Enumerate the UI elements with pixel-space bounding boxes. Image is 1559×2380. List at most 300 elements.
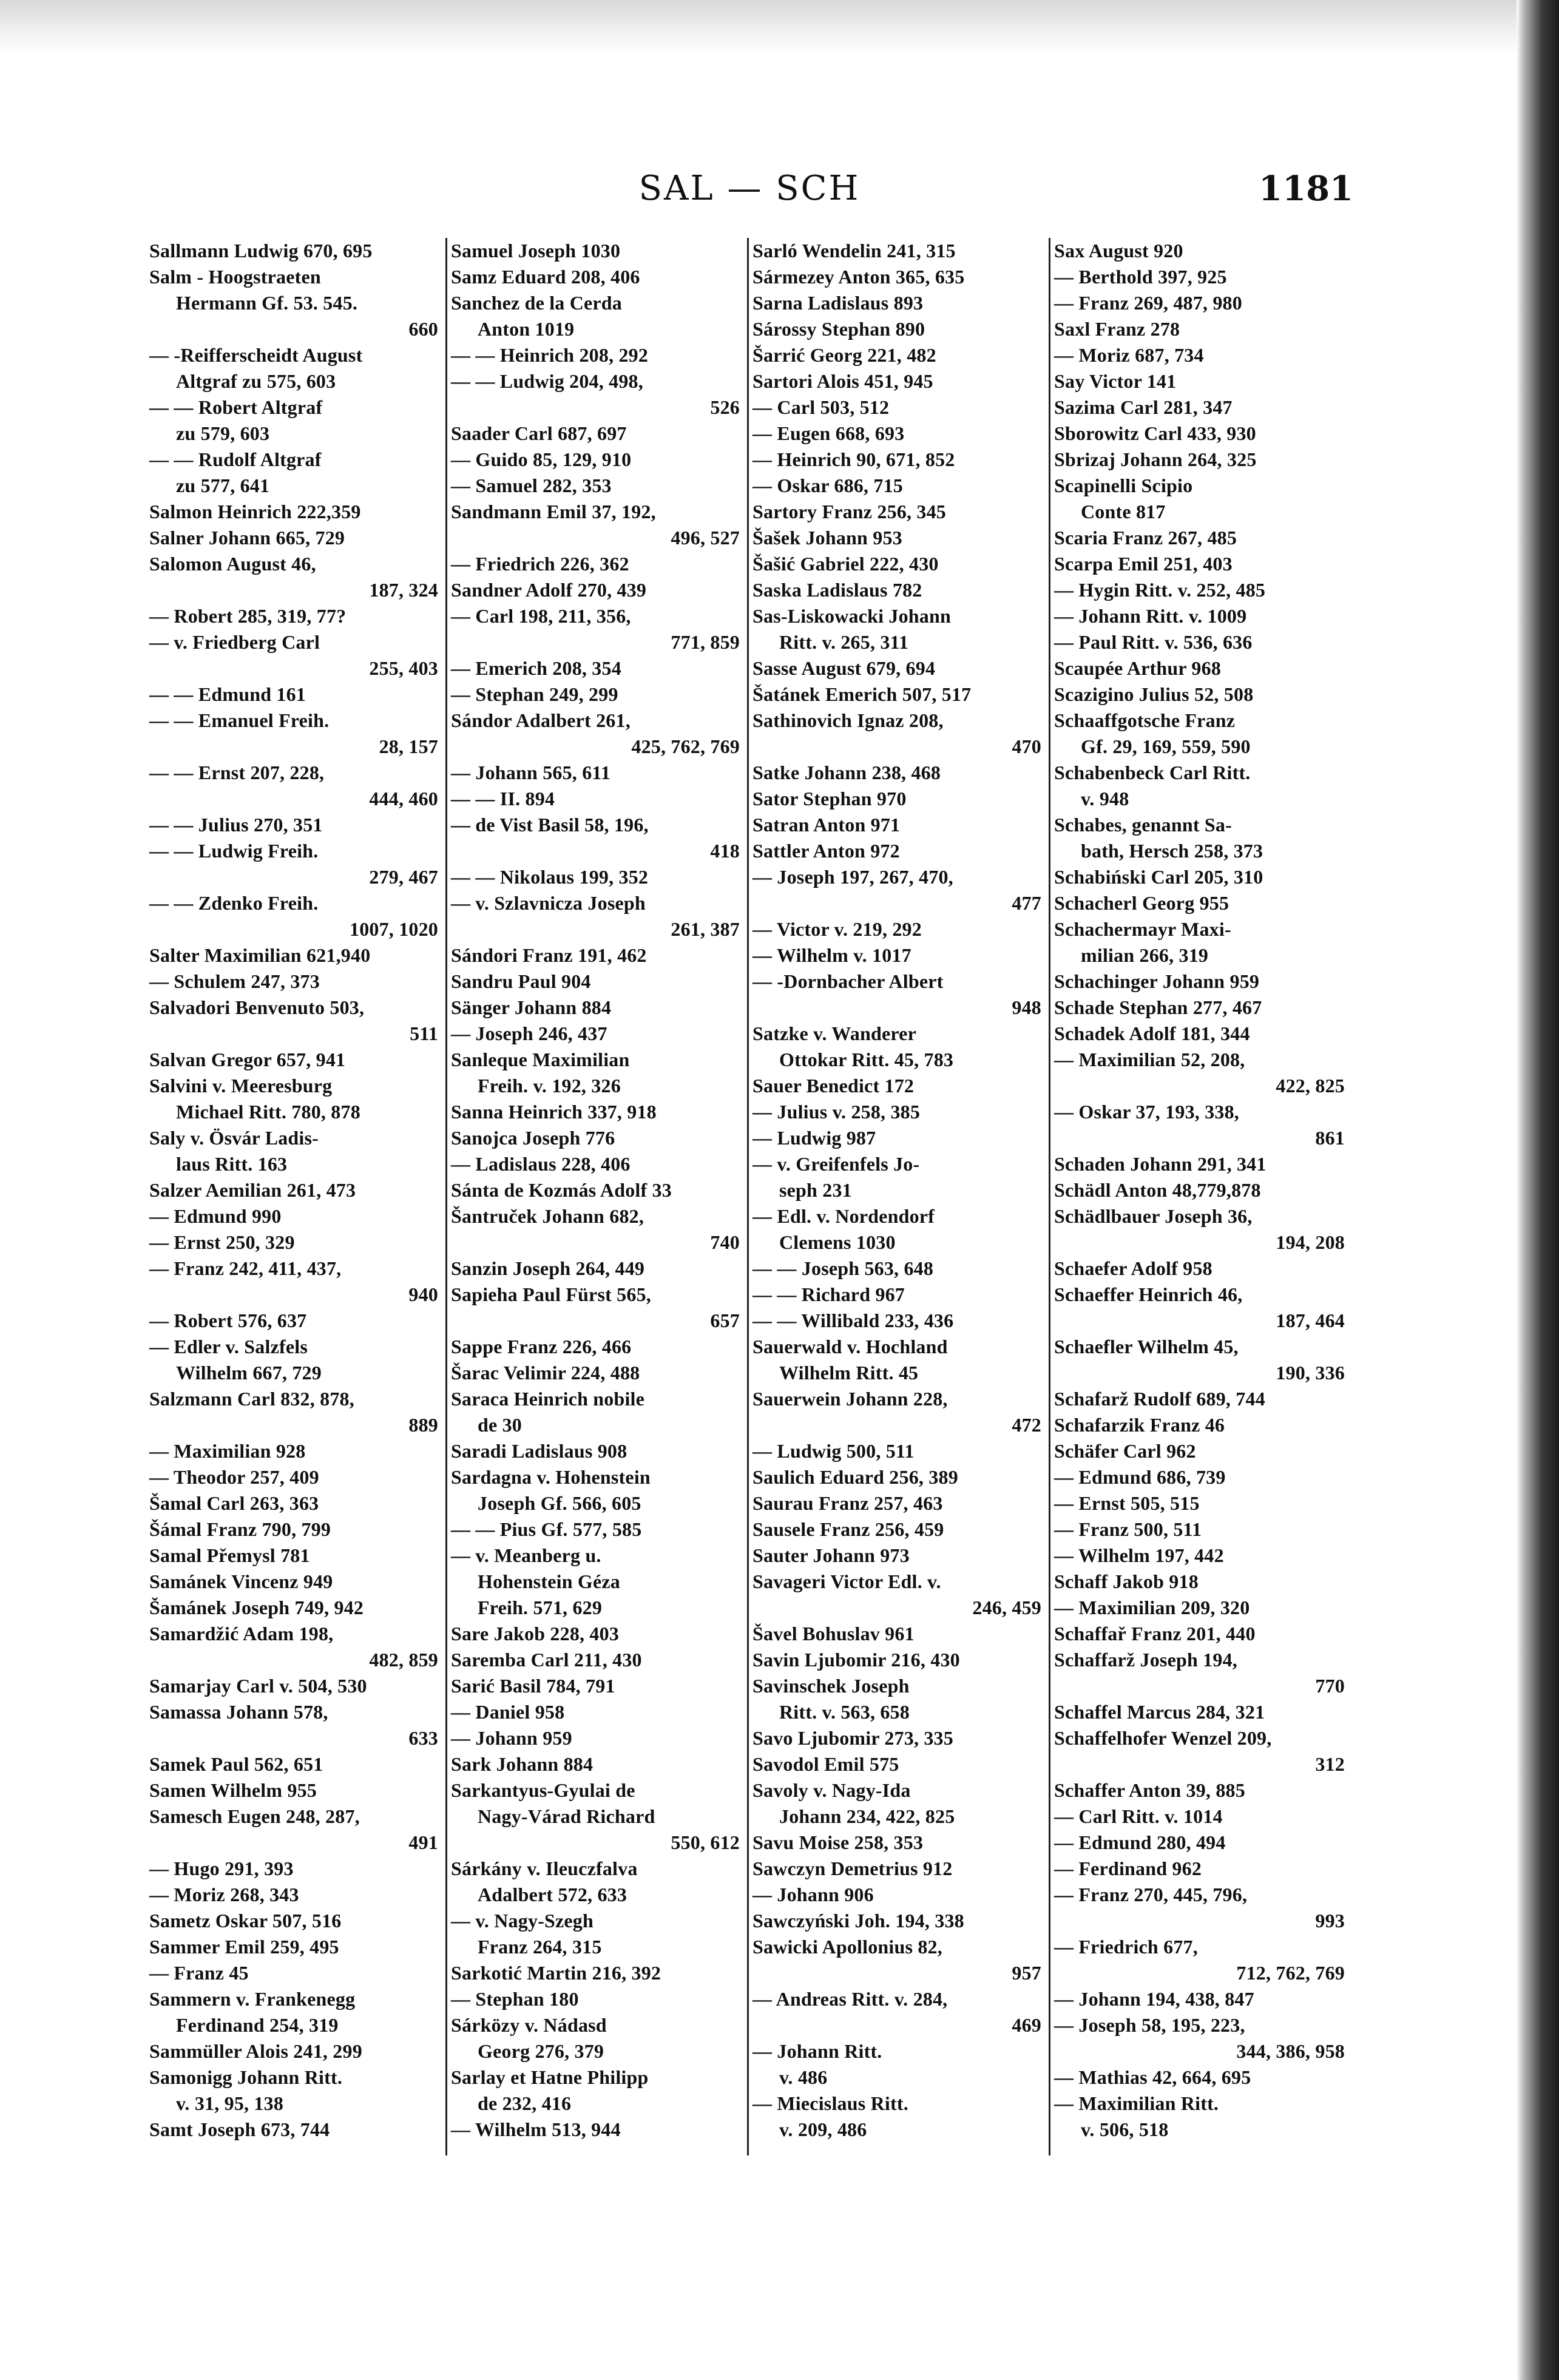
index-entry: Salner Johann 665, 729 xyxy=(149,527,345,549)
index-entry: Sárkány v. Ileuczfalva xyxy=(451,1858,638,1879)
page-header xyxy=(146,169,1353,217)
index-entry: — Carl 198, 211, 356, xyxy=(451,605,631,627)
index-entry: Schacherl Georg 955 xyxy=(1054,892,1229,914)
index-entry: de 30 xyxy=(478,1414,522,1436)
index-entry: Say Victor 141 xyxy=(1054,370,1177,392)
index-entry: — Moriz 687, 734 xyxy=(1054,344,1204,366)
index-entry: Schaffer Anton 39, 885 xyxy=(1054,1779,1245,1801)
index-entry: 187, 324 xyxy=(369,579,438,601)
index-entry: Satran Anton 971 xyxy=(752,814,901,836)
index-entry: v. 506, 518 xyxy=(1081,2118,1169,2140)
index-entry: — — II. 894 xyxy=(451,788,555,810)
index-entry: Sárközy v. Nádasd xyxy=(451,2014,607,2036)
index-entry: — de Vist Basil 58, 196, xyxy=(451,814,649,836)
index-entry: Ritt. v. 563, 658 xyxy=(779,1701,910,1723)
index-entry: — — Richard 967 xyxy=(752,1283,905,1305)
index-entry: Samonigg Johann Ritt. xyxy=(149,2066,343,2088)
index-entry: 660 xyxy=(408,318,438,340)
index-entry: — Franz 45 xyxy=(149,1962,249,1984)
index-entry: Conte 817 xyxy=(1081,501,1166,522)
index-entry: 633 xyxy=(408,1727,438,1749)
index-entry: Sanleque Maximilian xyxy=(451,1049,630,1070)
index-entry: de 232, 416 xyxy=(478,2092,572,2114)
index-entry: Satzke v. Wanderer xyxy=(752,1023,916,1044)
index-entry: Sarić Basil 784, 791 xyxy=(451,1675,615,1697)
index-entry: v. 948 xyxy=(1081,788,1129,810)
index-entry: Sármezey Anton 365, 635 xyxy=(752,266,965,288)
index-entry: Schädl Anton 48,779,878 xyxy=(1054,1179,1261,1201)
index-entry: — Andreas Ritt. v. 284, xyxy=(752,1988,948,2010)
index-entry: — Maximilian 928 xyxy=(149,1440,306,1462)
index-entry: Clemens 1030 xyxy=(779,1231,896,1253)
index-entry: Sasse August 679, 694 xyxy=(752,657,936,679)
index-entry: — Stephan 249, 299 xyxy=(451,683,618,705)
index-entry: — Friedrich 677, xyxy=(1054,1936,1198,1958)
index-entry: Michael Ritt. 780, 878 xyxy=(176,1101,360,1123)
index-entry: 190, 336 xyxy=(1276,1362,1345,1384)
index-entry: Schabes, genannt Sa- xyxy=(1054,814,1232,836)
index-entry: 1007, 1020 xyxy=(350,918,438,940)
index-entry: Satke Johann 238, 468 xyxy=(752,762,941,783)
index-entry: Sammer Emil 259, 495 xyxy=(149,1936,339,1958)
index-entry: Sauer Benedict 172 xyxy=(752,1075,915,1097)
index-entry: 472 xyxy=(1012,1414,1041,1436)
index-entry: — Wilhelm 513, 944 xyxy=(451,2118,621,2140)
index-entry: — — Julius 270, 351 xyxy=(149,814,323,836)
index-entry: Saxl Franz 278 xyxy=(1054,318,1180,340)
index-entry: — Hugo 291, 393 xyxy=(149,1858,294,1879)
index-entry: Savin Ljubomir 216, 430 xyxy=(752,1649,960,1671)
index-entry: — Stephan 180 xyxy=(451,1988,579,2010)
index-entry: Sammern v. Frankenegg xyxy=(149,1988,356,2010)
index-entry: Sausele Franz 256, 459 xyxy=(752,1518,944,1540)
index-entry: Sbrizaj Johann 264, 325 xyxy=(1054,448,1257,470)
index-entry: — Johann Ritt. xyxy=(752,2040,882,2062)
index-entry: Freih. v. 192, 326 xyxy=(478,1075,621,1097)
index-entry: — Joseph 197, 267, 470, xyxy=(752,866,953,888)
index-entry: — Daniel 958 xyxy=(451,1701,565,1723)
index-entry: Schaeffer Heinrich 46, xyxy=(1054,1283,1243,1305)
index-entry: Saradi Ladislaus 908 xyxy=(451,1440,627,1462)
index-entry: — — Pius Gf. 577, 585 xyxy=(451,1518,642,1540)
index-entry: Sappe Franz 226, 466 xyxy=(451,1336,632,1357)
index-entry: Savoly v. Nagy-Ida xyxy=(752,1779,911,1801)
index-entry: Schaffel Marcus 284, 321 xyxy=(1054,1701,1265,1723)
index-entry: 425, 762, 769 xyxy=(631,735,740,757)
index-entry: 526 xyxy=(710,396,740,418)
index-entry: Samen Wilhelm 955 xyxy=(149,1779,317,1801)
index-entry: Ritt. v. 265, 311 xyxy=(779,631,909,653)
index-entry: 861 xyxy=(1315,1127,1345,1149)
index-entry: Samuel Joseph 1030 xyxy=(451,240,621,262)
index-entry: Salter Maximilian 621,940 xyxy=(149,944,371,966)
index-entry: — Edmund 280, 494 xyxy=(1054,1831,1226,1853)
index-entry: Schaff Jakob 918 xyxy=(1054,1570,1199,1592)
index-entry: Sazima Carl 281, 347 xyxy=(1054,396,1233,418)
index-entry: Šašić Gabriel 222, 430 xyxy=(752,553,939,575)
index-entry: 948 xyxy=(1012,996,1041,1018)
index-entry: v. 209, 486 xyxy=(779,2118,867,2140)
index-entry: laus Ritt. 163 xyxy=(176,1153,288,1175)
index-entry: Schaefer Adolf 958 xyxy=(1054,1257,1212,1279)
index-entry: Sarkotić Martin 216, 392 xyxy=(451,1962,661,1984)
index-entry: — — Ernst 207, 228, xyxy=(149,762,325,783)
index-entry: Samardžić Adam 198, xyxy=(149,1623,334,1645)
index-entry: Samánek Vincenz 949 xyxy=(149,1570,333,1592)
index-entry: Schafarzik Franz 46 xyxy=(1054,1414,1225,1436)
index-entry: — v. Szlavnicza Joseph xyxy=(451,892,646,914)
index-entry: Ottokar Ritt. 45, 783 xyxy=(779,1049,954,1070)
index-entry: Schaefler Wilhelm 45, xyxy=(1054,1336,1239,1357)
index-entry: — v. Nagy-Szegh xyxy=(451,1910,594,1932)
index-entry: — v. Greifenfels Jo- xyxy=(752,1153,920,1175)
index-entry: Salmon Heinrich 222,359 xyxy=(149,501,361,522)
index-entry: Sándori Franz 191, 462 xyxy=(451,944,647,966)
index-entry: — Oskar 686, 715 xyxy=(752,475,903,496)
index-entry: — v. Meanberg u. xyxy=(451,1544,601,1566)
index-entry: Schädlbauer Joseph 36, xyxy=(1054,1205,1253,1227)
index-entry: — Maximilian Ritt. xyxy=(1054,2092,1219,2114)
index-entry: — — Nikolaus 199, 352 xyxy=(451,866,649,888)
index-entry: — — Ludwig 204, 498, xyxy=(451,370,643,392)
index-entry: Sare Jakob 228, 403 xyxy=(451,1623,620,1645)
index-entry: — Ernst 505, 515 xyxy=(1054,1492,1200,1514)
index-entry: Georg 276, 379 xyxy=(478,2040,604,2062)
index-entry: Scarpa Emil 251, 403 xyxy=(1054,553,1233,575)
index-entry: — Maximilian 209, 320 xyxy=(1054,1597,1250,1618)
index-entry: — Maximilian 52, 208, xyxy=(1054,1049,1245,1070)
index-entry: v. 31, 95, 138 xyxy=(176,2092,284,2114)
index-entry: Schafarž Rudolf 689, 744 xyxy=(1054,1388,1265,1410)
index-entry: Johann 234, 422, 825 xyxy=(779,1805,955,1827)
index-entry: Joseph Gf. 566, 605 xyxy=(478,1492,641,1514)
index-entry: Sapieha Paul Fürst 565, xyxy=(451,1283,651,1305)
index-entry: Sallmann Ludwig 670, 695 xyxy=(149,240,373,262)
index-entry: — Moriz 268, 343 xyxy=(149,1884,299,1905)
index-entry: Šámal Franz 790, 799 xyxy=(149,1518,331,1540)
index-entry: Sathinovich Ignaz 208, xyxy=(752,709,944,731)
index-entry: Franz 264, 315 xyxy=(478,1936,602,1958)
index-entry: — — Robert Altgraf xyxy=(149,396,323,418)
index-entry: Salvan Gregor 657, 941 xyxy=(149,1049,346,1070)
index-entry: Sänger Johann 884 xyxy=(451,996,612,1018)
index-entry: 940 xyxy=(408,1283,438,1305)
index-entry: 482, 859 xyxy=(369,1649,438,1671)
index-entry: Sator Stephan 970 xyxy=(752,788,907,810)
column-4 xyxy=(1050,238,1352,2155)
index-entry: — Ernst 250, 329 xyxy=(149,1231,295,1253)
index-entry: Schachermayr Maxi- xyxy=(1054,918,1231,940)
index-entry: Savu Moise 258, 353 xyxy=(752,1831,924,1853)
index-entry: — — Edmund 161 xyxy=(149,683,306,705)
index-entry: 444, 460 xyxy=(369,788,438,810)
index-entry: Ferdinand 254, 319 xyxy=(176,2014,339,2036)
column-2 xyxy=(447,238,749,2155)
index-entry: Šavel Bohuslav 961 xyxy=(752,1623,915,1645)
index-entry: 422, 825 xyxy=(1276,1075,1345,1097)
index-entry: — Samuel 282, 353 xyxy=(451,475,612,496)
index-entry: — Franz 242, 411, 437, xyxy=(149,1257,342,1279)
index-entry: Saulich Eduard 256, 389 xyxy=(752,1466,958,1488)
index-entry: — Edmund 990 xyxy=(149,1205,282,1227)
index-entry: Saader Carl 687, 697 xyxy=(451,422,627,444)
index-entry: — Ferdinand 962 xyxy=(1054,1858,1202,1879)
index-entry: Scaria Franz 267, 485 xyxy=(1054,527,1237,549)
index-entry: Sammüller Alois 241, 299 xyxy=(149,2040,362,2062)
index-entry: Schaffelhofer Wenzel 209, xyxy=(1054,1727,1272,1749)
index-entry: Wilhelm 667, 729 xyxy=(176,1362,322,1384)
index-entry: Scaupée Arthur 968 xyxy=(1054,657,1222,679)
index-entry: v. 486 xyxy=(779,2066,828,2088)
index-entry: Saurau Franz 257, 463 xyxy=(752,1492,943,1514)
column-3 xyxy=(749,238,1050,2155)
index-entry: Wilhelm Ritt. 45 xyxy=(779,1362,919,1384)
index-entry: — Edler v. Salzfels xyxy=(149,1336,308,1357)
index-entry: 255, 403 xyxy=(369,657,438,679)
index-entry: — — Rudolf Altgraf xyxy=(149,448,322,470)
index-columns xyxy=(146,238,1353,2155)
index-entry: — Johann 194, 438, 847 xyxy=(1054,1988,1254,2010)
index-entry: Šatánek Emerich 507, 517 xyxy=(752,683,972,705)
index-entry: Sarlay et Hatne Philipp xyxy=(451,2066,649,2088)
index-entry: zu 579, 603 xyxy=(176,422,270,444)
index-entry: Savageri Victor Edl. v. xyxy=(752,1570,941,1592)
index-entry: Sanna Heinrich 337, 918 xyxy=(451,1101,657,1123)
index-entry: Hermann Gf. 53. 545. xyxy=(176,292,358,314)
index-entry: Sándor Adalbert 261, xyxy=(451,709,631,731)
index-entry: Sánta de Kozmás Adolf 33 xyxy=(451,1179,672,1201)
page-title: SAL — SCH xyxy=(638,169,861,208)
index-entry: — Joseph 58, 195, 223, xyxy=(1054,2014,1245,2036)
index-entry: — v. Friedberg Carl xyxy=(149,631,320,653)
index-entry: 470 xyxy=(1012,735,1041,757)
index-entry: Samassa Johann 578, xyxy=(149,1701,328,1723)
index-entry: 712, 762, 769 xyxy=(1236,1962,1345,1984)
index-entry: — Berthold 397, 925 xyxy=(1054,266,1227,288)
index-entry: Sametz Oskar 507, 516 xyxy=(149,1910,342,1932)
index-entry: — Carl Ritt. v. 1014 xyxy=(1054,1805,1223,1827)
index-entry: Savinschek Joseph xyxy=(752,1675,910,1697)
index-entry: — Ladislaus 228, 406 xyxy=(451,1153,631,1175)
index-entry: Schaffarž Joseph 194, xyxy=(1054,1649,1237,1671)
index-entry: Sas-Liskowacki Johann xyxy=(752,605,951,627)
index-entry: — Joseph 246, 437 xyxy=(451,1023,607,1044)
index-entry: 194, 208 xyxy=(1276,1231,1345,1253)
index-entry: — -Reifferscheidt August xyxy=(149,344,363,366)
index-entry: — Wilhelm 197, 442 xyxy=(1054,1544,1224,1566)
index-entry: — Johann 565, 611 xyxy=(451,762,611,783)
index-entry: — -Dornbacher Albert xyxy=(752,970,944,992)
index-entry: 28, 157 xyxy=(379,735,438,757)
index-entry: seph 231 xyxy=(779,1179,852,1201)
index-entry: Šamal Carl 263, 363 xyxy=(149,1492,319,1514)
index-entry: Saly v. Ösvár Ladis- xyxy=(149,1127,319,1149)
index-entry: Scazigino Julius 52, 508 xyxy=(1054,683,1254,705)
index-entry: Sax August 920 xyxy=(1054,240,1183,262)
index-entry: Sawicki Apollonius 82, xyxy=(752,1936,942,1958)
column-1 xyxy=(146,238,447,2155)
index-entry: Šarrić Georg 221, 482 xyxy=(752,344,936,366)
index-entry: — Heinrich 90, 671, 852 xyxy=(752,448,955,470)
index-entry: Saremba Carl 211, 430 xyxy=(451,1649,642,1671)
index-entry: Gf. 29, 169, 559, 590 xyxy=(1081,735,1251,757)
index-entry: Anton 1019 xyxy=(478,318,575,340)
index-entry: Šamánek Joseph 749, 942 xyxy=(149,1597,364,1618)
index-entry: — — Heinrich 208, 292 xyxy=(451,344,649,366)
index-entry: — Hygin Ritt. v. 252, 485 xyxy=(1054,579,1266,601)
index-entry: Schade Stephan 277, 467 xyxy=(1054,996,1262,1018)
index-entry: 889 xyxy=(408,1414,438,1436)
index-entry: 246, 459 xyxy=(972,1597,1041,1618)
index-entry: 312 xyxy=(1315,1753,1345,1775)
index-entry: — Schulem 247, 373 xyxy=(149,970,320,992)
index-entry: Schaden Johann 291, 341 xyxy=(1054,1153,1266,1175)
index-entry: — — Willibald 233, 436 xyxy=(752,1310,954,1331)
index-entry: Šarac Velimir 224, 488 xyxy=(451,1362,640,1384)
index-entry: 740 xyxy=(710,1231,740,1253)
index-entry: Sauerwald v. Hochland xyxy=(752,1336,948,1357)
index-entry: Schaaffgotsche Franz xyxy=(1054,709,1236,731)
index-entry: — Carl 503, 512 xyxy=(752,396,890,418)
index-entry: Schachinger Johann 959 xyxy=(1054,970,1260,992)
index-entry: 770 xyxy=(1315,1675,1345,1697)
index-entry: Sattler Anton 972 xyxy=(752,840,900,862)
index-entry: — Johann Ritt. v. 1009 xyxy=(1054,605,1247,627)
index-entry: — — Joseph 563, 648 xyxy=(752,1257,934,1279)
index-entry: — Guido 85, 129, 910 xyxy=(451,448,632,470)
index-entry: milian 266, 319 xyxy=(1081,944,1209,966)
index-entry: Šantruček Johann 682, xyxy=(451,1205,644,1227)
index-entry: Samal Přemysl 781 xyxy=(149,1544,310,1566)
index-entry: Scapinelli Scipio xyxy=(1054,475,1193,496)
index-entry: — Ludwig 500, 511 xyxy=(752,1440,915,1462)
index-entry: 344, 386, 958 xyxy=(1236,2040,1345,2062)
index-entry: Salm - Hoogstraeten xyxy=(149,266,321,288)
index-entry: Sauerwein Johann 228, xyxy=(752,1388,948,1410)
index-entry: Samz Eduard 208, 406 xyxy=(451,266,640,288)
index-entry: — — Ludwig Freih. xyxy=(149,840,319,862)
index-entry: Samek Paul 562, 651 xyxy=(149,1753,323,1775)
scan-top-edge xyxy=(0,0,1559,55)
index-entry: — Miecislaus Ritt. xyxy=(752,2092,908,2114)
index-entry: Sartory Franz 256, 345 xyxy=(752,501,947,522)
index-entry: — Franz 269, 487, 980 xyxy=(1054,292,1242,314)
index-entry: Salzer Aemilian 261, 473 xyxy=(149,1179,356,1201)
index-entry: 993 xyxy=(1315,1910,1345,1932)
index-entry: — Eugen 668, 693 xyxy=(752,422,905,444)
index-entry: Schabiński Carl 205, 310 xyxy=(1054,866,1263,888)
index-entry: Freih. 571, 629 xyxy=(478,1597,603,1618)
index-entry: 469 xyxy=(1012,2014,1041,2036)
index-entry: Sanchez de la Cerda xyxy=(451,292,623,314)
index-entry: 496, 527 xyxy=(671,527,740,549)
index-entry: — Wilhelm v. 1017 xyxy=(752,944,911,966)
index-entry: Sark Johann 884 xyxy=(451,1753,594,1775)
index-entry: Salzmann Carl 832, 878, xyxy=(149,1388,354,1410)
index-entry: — Robert 576, 637 xyxy=(149,1310,307,1331)
index-entry: 511 xyxy=(410,1023,438,1044)
index-entry: — Robert 285, 319, 77? xyxy=(149,605,347,627)
index-entry: Sárossy Stephan 890 xyxy=(752,318,925,340)
index-entry: Sarló Wendelin 241, 315 xyxy=(752,240,956,262)
index-entry: 187, 464 xyxy=(1276,1310,1345,1331)
index-entry: — Edl. v. Nordendorf xyxy=(752,1205,935,1227)
index-entry: Saraca Heinrich nobile xyxy=(451,1388,645,1410)
index-entry: Samt Joseph 673, 744 xyxy=(149,2118,330,2140)
index-entry: — Franz 270, 445, 796, xyxy=(1054,1884,1248,1905)
index-entry: 657 xyxy=(710,1310,740,1331)
index-entry: Sarkantyus-Gyulai de xyxy=(451,1779,635,1801)
page-number: 1181 xyxy=(1259,169,1353,209)
index-entry: Sawczyński Joh. 194, 338 xyxy=(752,1910,964,1932)
index-entry: Sauter Johann 973 xyxy=(752,1544,910,1566)
index-entry: Altgraf zu 575, 603 xyxy=(176,370,336,392)
index-entry: Adalbert 572, 633 xyxy=(478,1884,627,1905)
index-entry: Šašek Johann 953 xyxy=(752,527,902,549)
index-entry: Samesch Eugen 248, 287, xyxy=(149,1805,360,1827)
index-entry: — Emerich 208, 354 xyxy=(451,657,621,679)
index-entry: Salomon August 46, xyxy=(149,553,316,575)
index-entry: 279, 467 xyxy=(369,866,438,888)
index-entry: Hohenstein Géza xyxy=(478,1570,620,1592)
index-entry: Schadek Adolf 181, 344 xyxy=(1054,1023,1250,1044)
scan-right-edge xyxy=(1517,0,1559,2380)
index-entry: — Theodor 257, 409 xyxy=(149,1466,319,1488)
index-entry: Sarna Ladislaus 893 xyxy=(752,292,924,314)
index-entry: — Edmund 686, 739 xyxy=(1054,1466,1226,1488)
index-entry: Sardagna v. Hohenstein xyxy=(451,1466,651,1488)
index-entry: — Paul Ritt. v. 536, 636 xyxy=(1054,631,1253,653)
index-entry: Salvini v. Meeresburg xyxy=(149,1075,333,1097)
index-entry: — — Emanuel Freih. xyxy=(149,709,330,731)
index-entry: — Friedrich 226, 362 xyxy=(451,553,629,575)
index-entry: — — Zdenko Freih. xyxy=(149,892,319,914)
index-entry: — Victor v. 219, 292 xyxy=(752,918,922,940)
index-entry: Sandmann Emil 37, 192, xyxy=(451,501,656,522)
index-entry: Schaffař Franz 201, 440 xyxy=(1054,1623,1256,1645)
index-entry: 491 xyxy=(408,1831,438,1853)
index-entry: Nagy-Várad Richard xyxy=(478,1805,655,1827)
index-entry: Savo Ljubomir 273, 335 xyxy=(752,1727,953,1749)
index-entry: — Mathias 42, 664, 695 xyxy=(1054,2066,1251,2088)
index-entry: 418 xyxy=(710,840,740,862)
index-entry: Salvadori Benvenuto 503, xyxy=(149,996,365,1018)
index-entry: — Franz 500, 511 xyxy=(1054,1518,1202,1540)
index-entry: zu 577, 641 xyxy=(176,475,270,496)
index-entry: — Ludwig 987 xyxy=(752,1127,876,1149)
index-entry: Saska Ladislaus 782 xyxy=(752,579,922,601)
index-entry: Sborowitz Carl 433, 930 xyxy=(1054,422,1256,444)
index-entry: Sandner Adolf 270, 439 xyxy=(451,579,647,601)
index-entry: 957 xyxy=(1012,1962,1041,1984)
index-entry: Savodol Emil 575 xyxy=(752,1753,899,1775)
index-entry: — Julius v. 258, 385 xyxy=(752,1101,921,1123)
index-entry: 261, 387 xyxy=(671,918,740,940)
index-entry: — Johann 959 xyxy=(451,1727,572,1749)
index-entry: Sartori Alois 451, 945 xyxy=(752,370,933,392)
index-entry: bath, Hersch 258, 373 xyxy=(1081,840,1263,862)
index-entry: Sanojca Joseph 776 xyxy=(451,1127,615,1149)
index-entry: Schäfer Carl 962 xyxy=(1054,1440,1196,1462)
index-entry: — Johann 906 xyxy=(752,1884,874,1905)
index-entry: 550, 612 xyxy=(671,1831,740,1853)
index-entry: Samarjay Carl v. 504, 530 xyxy=(149,1675,367,1697)
index-entry: Sawczyn Demetrius 912 xyxy=(752,1858,953,1879)
index-entry: Schabenbeck Carl Ritt. xyxy=(1054,762,1251,783)
index-entry: Sanzin Joseph 264, 449 xyxy=(451,1257,645,1279)
index-entry: 771, 859 xyxy=(671,631,740,653)
index-entry: 477 xyxy=(1012,892,1041,914)
